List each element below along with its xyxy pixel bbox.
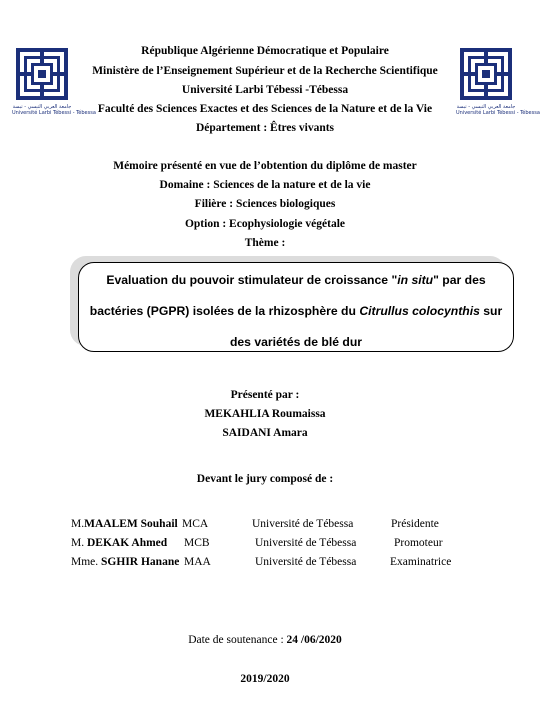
jury-row (0, 537, 530, 553)
memoire-purpose: Mémoire présenté en vue de l’obtention du diplôme de master (113, 160, 417, 172)
logo-caption-french: Université Larbi Tébessi - Tébessa (456, 110, 540, 116)
theme-part-2: " par des bactéries (PGPR) isolées de la rhizosphère du (89, 273, 486, 318)
jury-member-title: M. (71, 537, 87, 549)
header-department: Département : Êtres vivants (195, 122, 335, 134)
theme-italic-in-situ: in situ (397, 273, 434, 287)
jury-member-grade: MCA (182, 518, 209, 530)
logo-caption-arabic: جامعة العربي التبسي - تبسة (12, 104, 72, 110)
defense-date-label: Date de soutenance : (188, 634, 287, 646)
jury-member-name (71, 537, 167, 549)
presented-by-label: Présenté par : (230, 389, 300, 401)
theme-part-1: Evaluation du pouvoir stimulateur de croissance " (106, 273, 398, 287)
memoire-domaine: Domaine : Sciences de la nature et de la vie (159, 179, 371, 191)
defense-date (0, 634, 530, 646)
theme-title-box (78, 262, 514, 352)
logo-caption-arabic: جامعة العربي التبسي - تبسة (456, 104, 516, 110)
theme-title (79, 265, 513, 358)
jury-member-surname: MAALEM Souhail (84, 518, 178, 530)
author-2: SAIDANI Amara (222, 427, 308, 439)
jury-member-university: Université de Tébessa (255, 537, 357, 549)
jury-member-grade: MCB (184, 537, 210, 549)
theme-label: Thème : (244, 237, 286, 249)
logo-caption-french: Université Larbi Tébessi - Tébessa (12, 110, 96, 116)
author-1: MEKAHLIA Roumaissa (204, 408, 326, 420)
jury-row (0, 556, 530, 572)
jury-row (0, 518, 530, 534)
jury-member-name (71, 556, 179, 568)
theme-part-3: sur des variétés de blé dur (229, 304, 503, 349)
jury-label: Devant le jury composé de : (196, 473, 334, 485)
header-republic: République Algérienne Démocratique et Populaire (141, 45, 389, 57)
jury-member-university: Université de Tébessa (255, 556, 357, 568)
defense-date-value: 24 /06/2020 (286, 634, 342, 646)
jury-member-name (71, 518, 178, 530)
header-ministry: Ministère de l’Enseignement Supérieur et de la Recherche Scientifique (92, 65, 438, 77)
jury-member-surname: SGHIR Hanane (101, 556, 180, 568)
jury-member-role: Promoteur (394, 537, 443, 549)
jury-member-role: Examinatrice (390, 556, 452, 568)
header-university: Université Larbi Tébessi -Tébessa (181, 84, 349, 96)
jury-member-title: M. (71, 518, 85, 530)
jury-member-university: Université de Tébessa (252, 518, 354, 530)
jury-member-grade: MAA (184, 556, 211, 568)
memoire-filiere: Filière : Sciences biologiques (194, 198, 336, 210)
theme-italic-species: Citrullus colocynthis (359, 304, 480, 318)
memoire-option: Option : Ecophysiologie végétale (184, 218, 346, 230)
academic-year: 2019/2020 (240, 673, 290, 685)
header-faculty: Faculté des Sciences Exactes et des Sciences de la Nature et de la Vie (97, 103, 433, 115)
jury-member-role: Présidente (391, 518, 439, 530)
jury-member-surname: DEKAK Ahmed (86, 537, 168, 549)
jury-member-title: Mme. (71, 556, 102, 568)
